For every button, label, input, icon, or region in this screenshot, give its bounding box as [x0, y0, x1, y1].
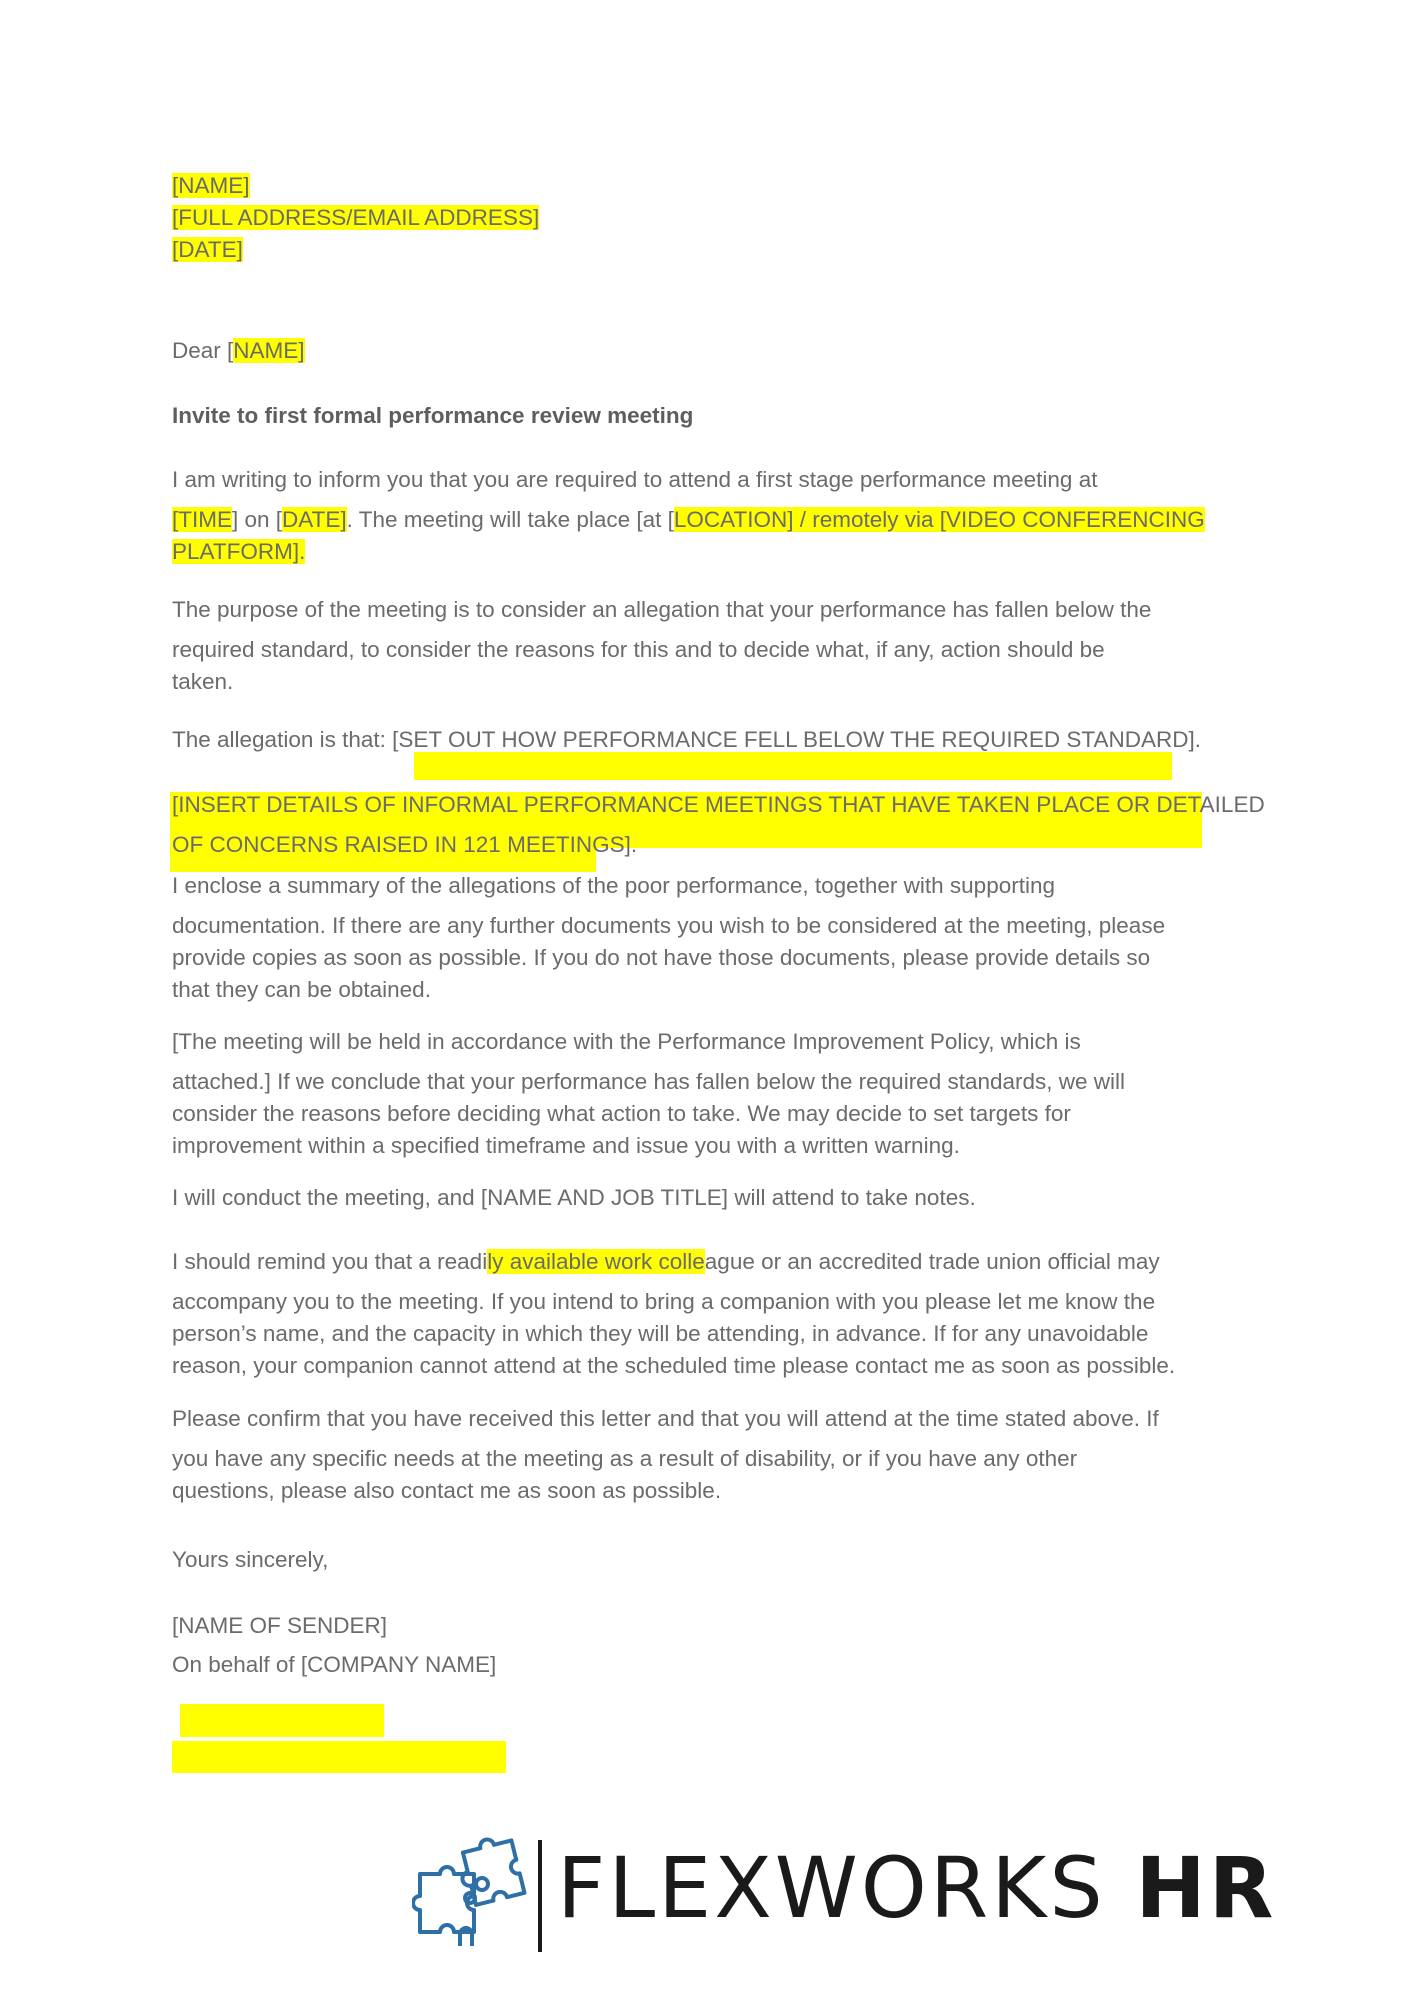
recipient-name: [NAME]	[172, 173, 250, 198]
logo-wordmark: FLEXWORKS HR	[557, 1839, 1277, 1937]
allegation-highlight	[414, 752, 1172, 780]
paragraph-companion: I should remind you that a readily available work colleague or an accredited trade union official may accompany you to the meeting. If you intend to bring a companion with you please let me know the person’s name, and the capacity in which they will be attending, in advance. If for any unavoidable reason, your companion cannot attend at the scheduled time please contact me as soon as possible.	[172, 1249, 1176, 1378]
salutation: Dear [NAME]	[172, 338, 305, 363]
recipient-address: [FULL ADDRESS/EMAIL ADDRESS]	[172, 205, 540, 230]
title-highlight	[172, 1741, 506, 1773]
paragraph-policy: [The meeting will be held in accordance with the Performance Improvement Policy, which is attached.] If we conclude that your performance has fallen below the required standards, we will consider the reasons before deciding what action to take. We may decide to set targets for improvement within a specified timeframe and issue you with a written warning.	[172, 1029, 1126, 1158]
logo-divider	[538, 1840, 542, 1952]
sender-name: [NAME OF SENDER]	[172, 1613, 388, 1638]
signature-highlight	[180, 1704, 384, 1737]
closing: Yours sincerely,	[172, 1547, 329, 1572]
letter-date: [DATE]	[172, 237, 243, 262]
paragraph-purpose: The purpose of the meeting is to consider an allegation that your performance has fallen below the required standard, to consider the reasons for this and to decide what, if any, action should be taken.	[172, 597, 1152, 694]
paragraph-allegation: The allegation is that: [SET OUT HOW PERFORMANCE FELL BELOW THE REQUIRED STANDARD].	[172, 727, 1201, 752]
puzzle-icon	[412, 1836, 532, 1956]
paragraph-conduct: I will conduct the meeting, and [NAME AND JOB TITLE] will attend to take notes.	[172, 1185, 976, 1210]
letter-subject: Invite to first formal performance review meeting	[172, 403, 694, 428]
paragraph-meeting-details: I am writing to inform you that you are required to attend a first stage performance meeting at [TIME] on [DATE]. The meeting will take place [at [LOCATION] / remotely via [VIDEO CONFERENCING PLATFORM].	[172, 467, 1205, 564]
company-logo	[412, 1836, 1277, 1956]
paragraph-enclosures: I enclose a summary of the allegations of the poor performance, together with supporting documentation. If there are any further documents you wish to be considered at the meeting, please provide copies as soon as possible. If you do not have those documents, please provide details so that they can be obtained.	[172, 873, 1166, 1002]
paragraph-confirmation: Please confirm that you have received this letter and that you will attend at the time stated above. If you have any specific needs at the meeting as a result of disability, or if you have any other questions, please also contact me as soon as possible.	[172, 1406, 1159, 1503]
paragraph-informal-meetings: [INSERT DETAILS OF INFORMAL PERFORMANCE MEETINGS THAT HAVE TAKEN PLACE OR DETAILED OF CONCERNS RAISED IN 121 MEETINGS].	[172, 792, 1265, 857]
company-name: On behalf of [COMPANY NAME]	[172, 1652, 497, 1677]
